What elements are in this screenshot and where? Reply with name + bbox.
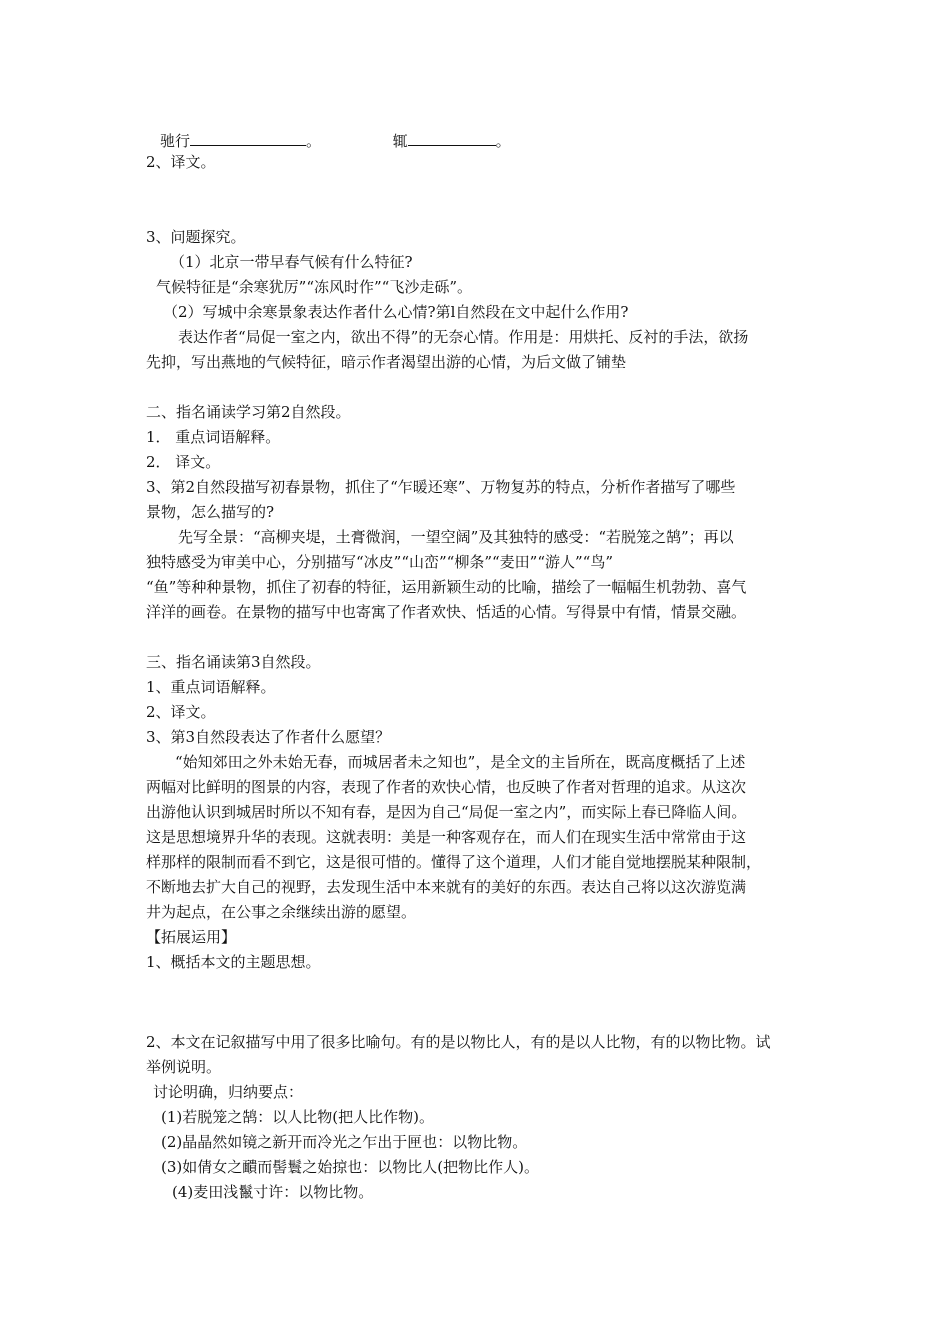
extension-heading: 【拓展运用】 — [146, 928, 237, 946]
section-2-heading: 二、指名诵读学习第2自然段。 — [146, 403, 351, 421]
section-2-item-1: 1． 重点词语解释。 — [146, 428, 281, 446]
point-3: (3)如倩女之靧而髻鬟之始掠也：以物比人(把物比作人)。 — [161, 1158, 539, 1176]
explore-heading: 3、问题探究。 — [146, 228, 246, 246]
point-4: (4)麦田浅鬣寸许：以物比物。 — [172, 1183, 374, 1201]
section-2-item-3-line-2: 景物，怎么描写的? — [146, 503, 275, 521]
section-2-item-3-line-1: 3、第2自然段描写初春景物，抓住了“乍暖还寒”、万物复苏的特点，分析作者描写了哪些 — [146, 478, 736, 496]
question-1: （1）北京一带早春气候有什么特征? — [170, 253, 413, 271]
translate-item: 2、译文。 — [146, 153, 216, 171]
point-2: (2)晶晶然如镜之新开而冷光之乍出于匣也：以物比物。 — [161, 1133, 528, 1151]
answer-2-line-1: 表达作者“局促一室之内，欲出不得”的无奈心情。作用是：用烘托、反衬的手法，欲扬 — [178, 328, 749, 346]
vocab-line — [160, 129, 511, 150]
section-2-answer-line-2: 独特感受为审美中心，分别描写“冰皮”“山峦”“柳条”“麦田”“游人”“鸟” — [146, 553, 614, 571]
extension-question-2-line-2: 举例说明。 — [146, 1058, 222, 1076]
section-2-answer-line-3: “鱼”等种种景物，抓住了初春的特征，运用新颖生动的比喻，描绘了一幅幅生机勃勃、喜气 — [146, 578, 747, 596]
section-3-answer-line-3: 出游他认识到城居时所以不知有春，是因为自己“局促一室之内”，而实际上春已降临人间。 — [146, 803, 747, 821]
section-3-answer-line-1: “始知郊田之外未始无春，而城居者未之知也”，是全文的主旨所在，既高度概括了上述 — [175, 753, 746, 771]
answer-2-line-2: 先抑，写出燕地的气候特征，暗示作者渴望出游的心情，为后文做了铺垫 — [146, 353, 627, 371]
vocab-term-2: 辄 — [392, 132, 408, 150]
vocab-term-1: 驰行 — [160, 132, 191, 150]
section-3-item-1: 1、重点词语解释。 — [146, 678, 276, 696]
question-2: （2）写城中余寒景象表达作者什么心情?第l自然段在文中起什么作用? — [163, 303, 629, 321]
section-2-item-2: 2． 译文。 — [146, 453, 221, 471]
section-3-answer-line-4: 这是思想境界升华的表现。这就表明：美是一种客观存在，而人们在现实生活中常常由于这 — [146, 828, 747, 846]
section-3-item-2: 2、译文。 — [146, 703, 216, 721]
section-3-answer-line-5: 样那样的限制而看不到它，这是很可惜的。懂得了这个道理，人们才能自觉地摆脱某种限制， — [146, 853, 762, 871]
point-1: (1)若脱笼之鹄：以人比物(把人比作物)。 — [161, 1108, 434, 1126]
discussion-intro: 讨论明确，归纳要点： — [153, 1083, 304, 1101]
answer-blank-2[interactable] — [408, 129, 496, 146]
section-3-heading: 三、指名诵读第3自然段。 — [146, 653, 321, 671]
section-2-answer-line-4: 洋洋的画卷。在景物的描写中也寄寓了作者欢快、恬适的心情。写得景中有情，情景交融。 — [146, 603, 747, 621]
vocab-term-1-end: 。 — [306, 132, 322, 150]
answer-1: 气候特征是“余寒犹厉”“冻风时作”“飞沙走砾”。 — [156, 278, 473, 296]
section-3-answer-line-2: 两幅对比鲜明的图景的内容，表现了作者的欢快心情，也反映了作者对哲理的追求。从这次 — [146, 778, 747, 796]
answer-blank-1[interactable] — [190, 129, 306, 146]
extension-question-2-line-1: 2、本文在记叙描写中用了很多比喻句。有的是以物比人，有的是以人比物，有的以物比物。试 — [146, 1033, 771, 1051]
section-3-item-3: 3、第3自然段表达了作者什么愿望？ — [146, 728, 391, 746]
section-2-answer-line-1: 先写全景：“高柳夹堤，土膏微润，一望空阔”及其独特的感受：“若脱笼之鹄”；再以 — [178, 528, 734, 546]
extension-question-1: 1、概括本文的主题思想。 — [146, 953, 321, 971]
section-3-answer-line-6: 不断地去扩大自己的视野，去发现生活中本来就有的美好的东西。表达自己将以这次游览满 — [146, 878, 747, 896]
vocab-term-2-end: 。 — [495, 132, 511, 150]
section-3-answer-line-7: 井为起点，在公事之余继续出游的愿望。 — [146, 903, 417, 921]
